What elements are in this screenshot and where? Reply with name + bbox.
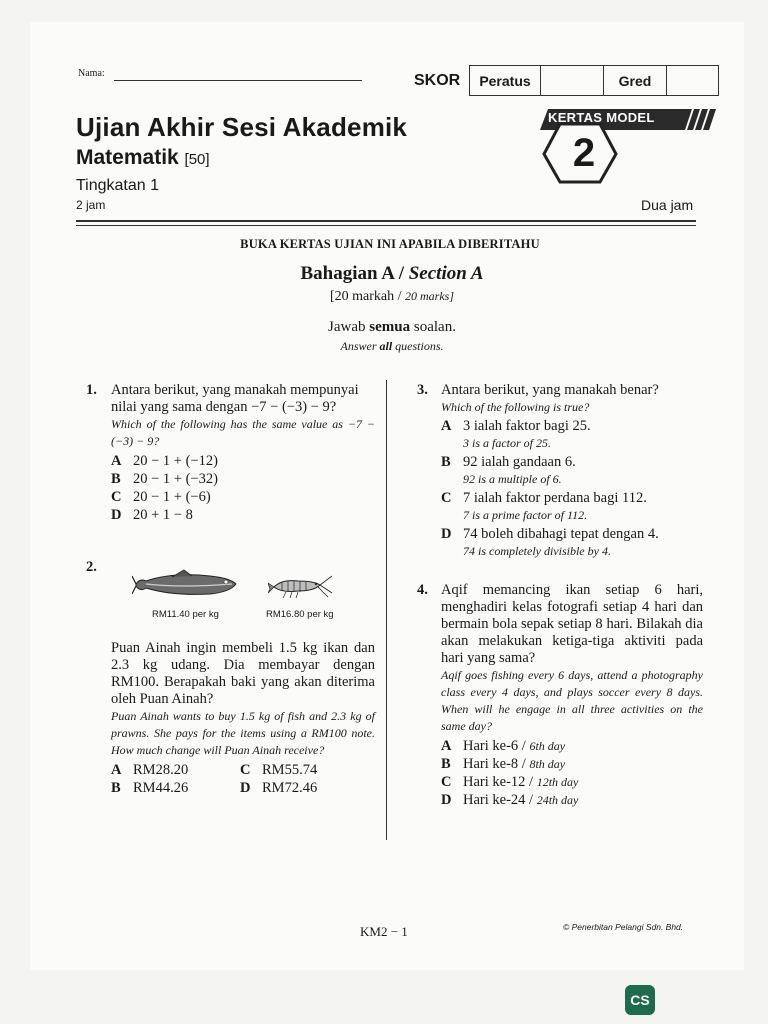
name-label: Nama: [78,68,105,79]
q2-translation: Puan Ainah wants to buy 1.5 kg of fish and 2.3 kg of prawns. She pays for the items using a RM100 note. How much change will Puan Ainah receive? [111,709,375,757]
fish-icon [132,568,240,602]
subject: Matematik [76,146,179,169]
question-3 [441,382,703,559]
instruction-ms: Jawab semua soalan. [328,319,456,335]
q1-option-c[interactable]: C 20 − 1 + (−6) [111,489,211,505]
subject-marks: [50] [184,151,210,168]
q2-option-a[interactable]: A RM28.20 [111,762,189,778]
camscanner-logo-icon: CS [625,985,655,1015]
score-cell-peratus-value[interactable] [541,66,604,95]
name-line [114,80,362,81]
q2-option-c[interactable]: C RM55.74 [240,762,318,778]
q3-option-a[interactable]: A 3 ialah faktor bagi 25. [441,418,591,434]
q1-text: Antara berikut, yang manakah mempunyai nilai yang sama dengan −7 − (−3) − 9? [111,382,359,415]
score-cell-gred-value[interactable] [667,66,718,95]
q4-option-a[interactable]: A Hari ke-6 / 6th day [441,738,566,754]
marks-en: 20 marks] [405,289,455,303]
q1-option-d[interactable]: D 20 + 1 − 8 [111,507,193,523]
q2-option-b[interactable]: B RM44.26 [111,780,189,796]
q3-option-c[interactable]: C 7 ialah faktor perdana bagi 112. [441,490,647,506]
marks-ms: [20 markah / [329,289,402,304]
copyright: © Penerbitan Pelangi Sdn. Bhd. [563,922,684,932]
score-box [469,65,719,96]
q2-options-row-1 [111,761,375,779]
duration-right: Dua jam [641,197,694,213]
section-marks [0,289,768,305]
subject-line [76,146,210,170]
q3-option-a-en: 3 is a factor of 25. [463,436,552,450]
q1-option-b[interactable]: B 20 − 1 + (−32) [111,471,218,487]
q3-translation: Which of the following is true? [441,400,590,414]
skor-label: SKOR [414,72,461,89]
q2-option-d[interactable]: D RM72.46 [240,780,318,796]
q3-text: Antara berikut, yang manakah benar? [441,382,659,398]
question-1 [111,382,375,524]
q3-number: 3. [417,382,428,398]
q4-option-c[interactable]: C Hari ke-12 / 12th day [441,774,579,790]
column-divider [386,380,387,840]
form-level: Tingkatan 1 [76,177,160,194]
q1-number: 1. [86,382,97,398]
q3-option-b[interactable]: B 92 ialah gandaan 6. [441,454,576,470]
page-title: Ujian Akhir Sesi Akademik [76,112,408,142]
open-notice: BUKA KERTAS UJIAN INI APABILA DIBERITAHU [240,237,540,251]
section-heading [0,263,768,285]
prawn-price: RM16.80 per kg [266,609,334,620]
q4-option-d[interactable]: D Hari ke-24 / 24th day [441,792,579,808]
q3-option-b-en: 92 is a multiple of 6. [463,472,562,486]
badge-label: KERTAS MODEL [548,110,655,125]
instruction-en: Answer all questions. [340,339,444,353]
question-2 [111,640,375,797]
q3-option-c-en: 7 is a prime factor of 112. [463,508,588,522]
page-number: KM2 − 1 [360,924,408,939]
prawn-icon [268,573,334,599]
q4-option-b[interactable]: B Hari ke-8 / 8th day [441,756,566,772]
badge-number: 2 [572,131,596,175]
header-rule-top [76,220,696,222]
score-cell-peratus: Peratus [470,66,541,95]
fish-price: RM11.40 per kg [152,609,219,620]
header-rule-bottom [76,225,696,226]
q2-number: 2. [86,559,97,575]
question-4 [441,582,703,809]
section-en: Section A [408,263,484,284]
q2-options-row-2 [111,779,375,797]
score-cell-gred: Gred [604,66,667,95]
q1-option-a[interactable]: A 20 − 1 + (−12) [111,453,218,469]
q3-option-d-en: 74 is completely divisible by 4. [463,544,611,558]
q4-text: Aqif memancing ikan setiap 6 hari, menghadiri kelas fotografi setiap 4 hari dan bermain bola sepak setiap 8 hari. Bilakah dia akan melakukan ketiga-tiga aktiviti pada hari yang sama? [441,582,703,666]
q1-translation: Which of the following has the same value as −7 − (−3) − 9? [111,417,375,448]
q3-option-d[interactable]: D 74 boleh dibahagi tepat dengan 4. [441,526,659,542]
q2-text: Puan Ainah ingin membeli 1.5 kg ikan dan 2.3 kg udang. Dia membayar dengan RM100. Berapakah baki yang akan diterima oleh Puan Ainah? [111,640,375,707]
section-ms: Bahagian A / [300,263,404,284]
duration-left: 2 jam [76,198,106,212]
q4-translation: Aqif goes fishing every 6 days, attend a photography class every 4 days, and plays soccer every 8 days. When will he engage in all three activities on the same day? [441,668,703,733]
q4-number: 4. [417,582,428,598]
